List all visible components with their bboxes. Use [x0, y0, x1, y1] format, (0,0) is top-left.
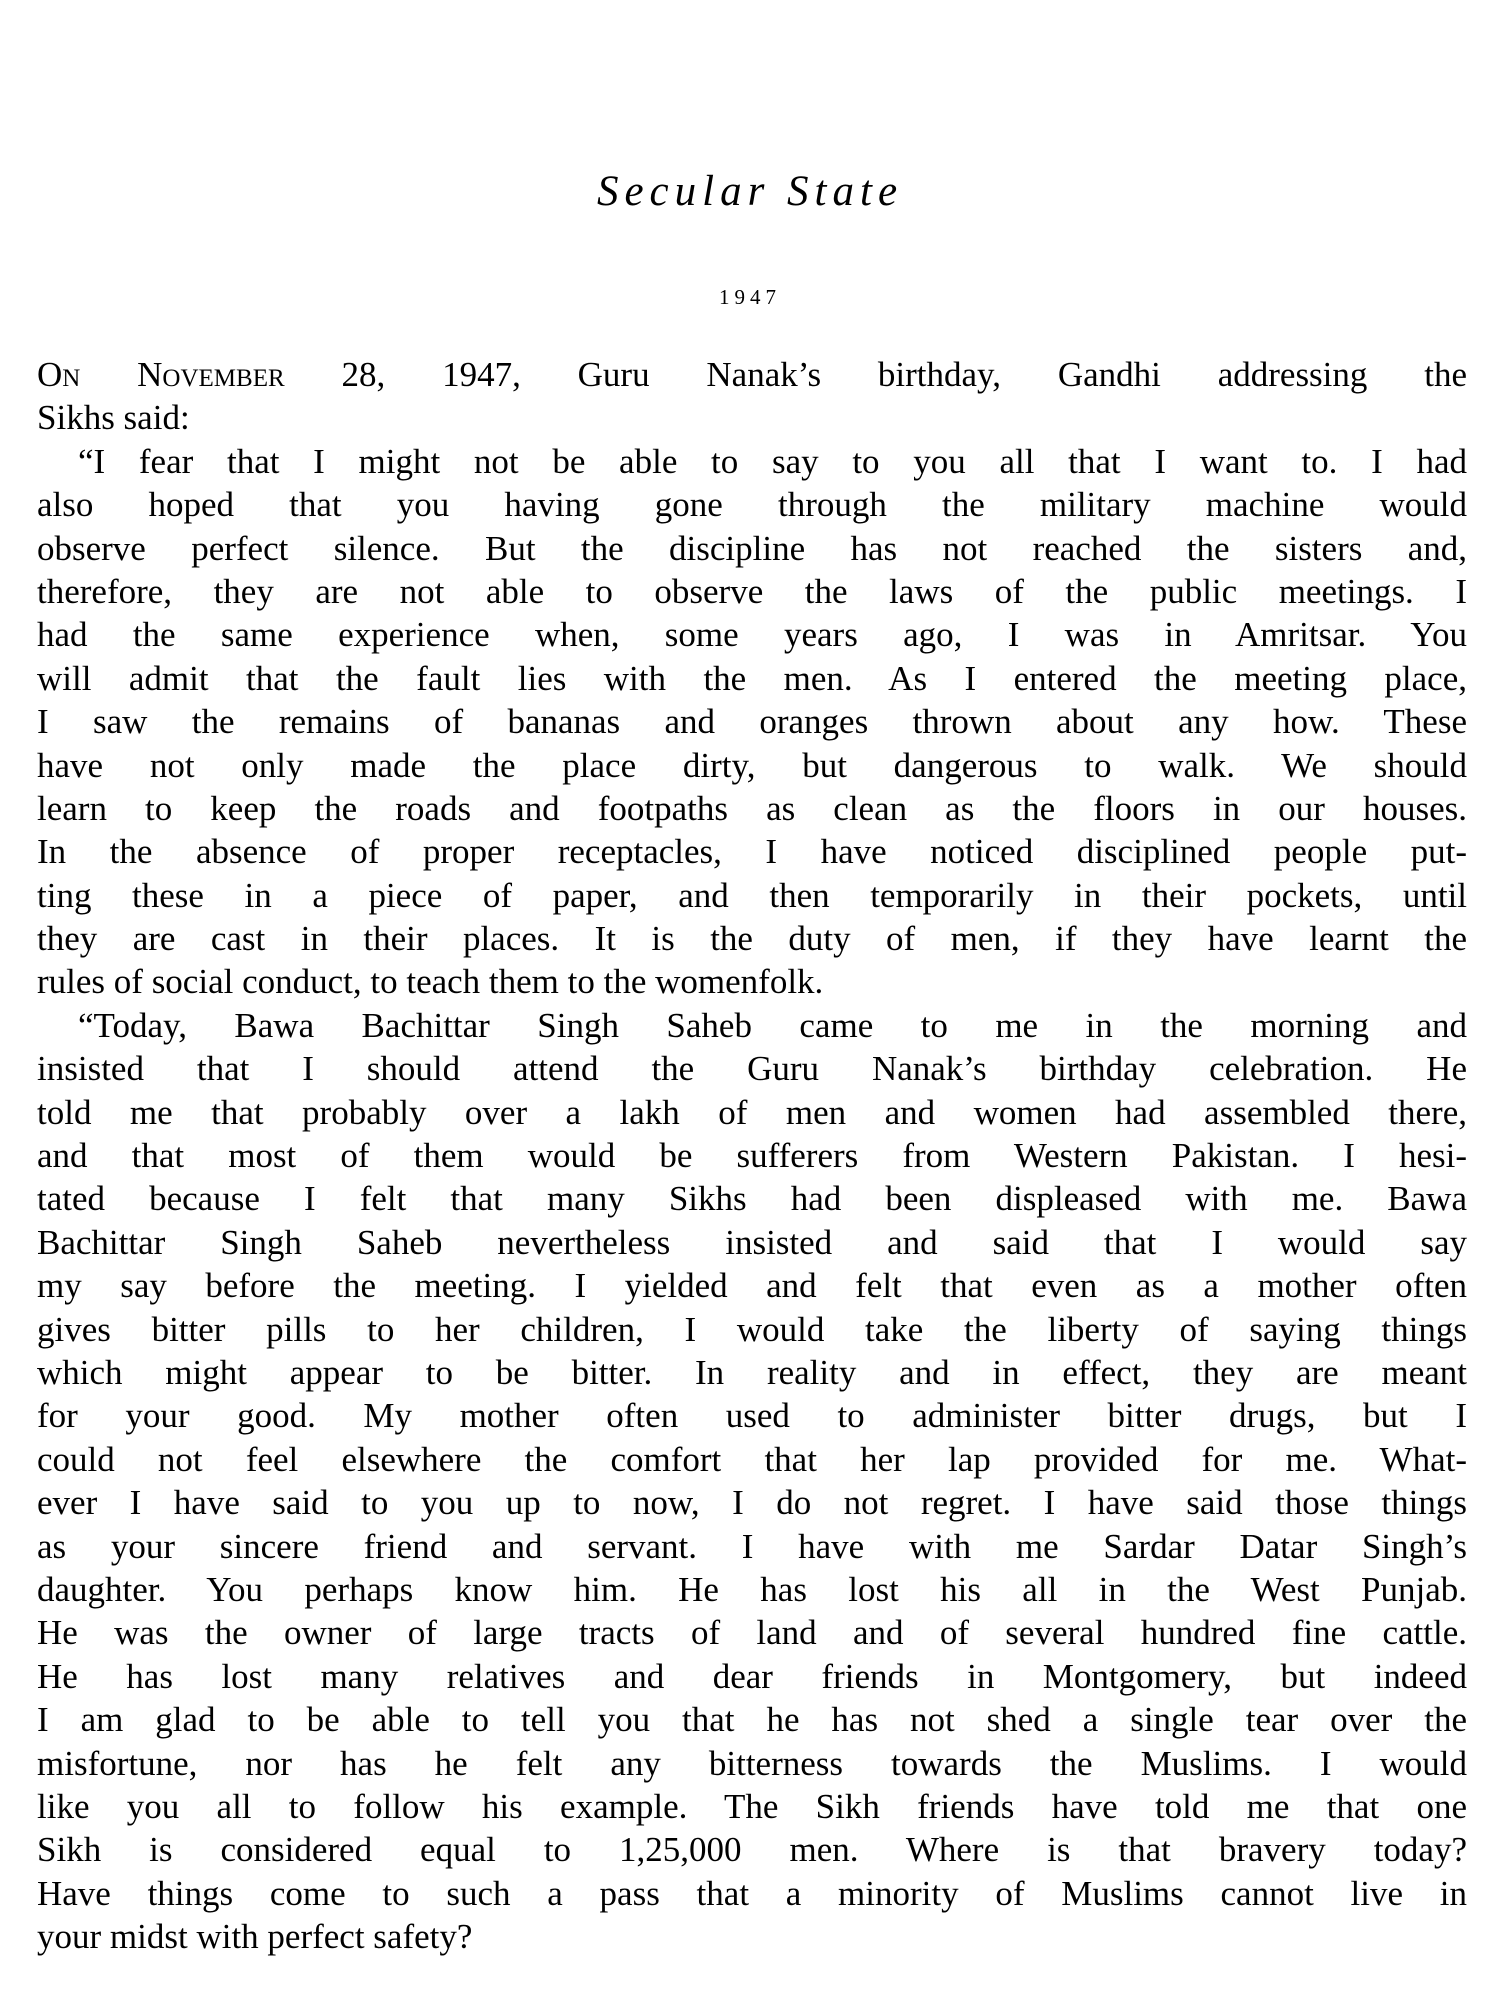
text-line: observe perfect silence. But the discipline has not reached the sisters and, [37, 528, 1467, 568]
chapter-year: 1947 [719, 285, 781, 309]
text-line: rules of social conduct, to teach them to the womenfolk. [37, 962, 824, 1002]
text-line: therefore, they are not able to observe the laws of the public meetings. I [37, 571, 1467, 611]
text-line: your midst with perfect safety? [37, 1917, 473, 1957]
text-line: Sikh is considered equal to 1,25,000 men. Where is that bravery today? [37, 1830, 1467, 1870]
text-line: told me that probably over a lakh of men and women had assembled there, [37, 1092, 1467, 1132]
text-line: will admit that the fault lies with the men. As I entered the meeting place, [37, 658, 1467, 698]
text-line: and that most of them would be sufferers from Western Pakistan. I hesi- [37, 1136, 1467, 1176]
text-line: gives bitter pills to her children, I would take the liberty of saying things [37, 1309, 1467, 1349]
text-line: tated because I felt that many Sikhs had been displeased with me. Bawa [37, 1179, 1467, 1219]
text-line: my say before the meeting. I yielded and felt that even as a mother often [37, 1266, 1467, 1306]
text-line: insisted that I should attend the Guru Nanak’s birthday celebration. He [37, 1049, 1467, 1089]
text-line: “Today, Bawa Bachittar Singh Saheb came to me in the morning and [78, 1005, 1467, 1045]
text-line: for your good. My mother often used to administer bitter drugs, but I [37, 1396, 1467, 1436]
body-text [37, 353, 1467, 1958]
text-line: learn to keep the roads and footpaths as clean as the floors in our houses. [37, 788, 1467, 828]
text-line: “I fear that I might not be able to say to you all that I want to. I had [78, 441, 1467, 481]
text-line: daughter. You perhaps know him. He has lost his all in the West Punjab. [37, 1569, 1467, 1609]
lead-smallcaps: On November [37, 355, 285, 394]
text-line: Bachittar Singh Saheb nevertheless insisted and said that I would say [37, 1222, 1467, 1262]
text-line: I saw the remains of bananas and oranges thrown about any how. These [37, 702, 1467, 742]
text-line [37, 353, 1467, 396]
text-line: In the absence of proper receptacles, I have noticed disciplined people put- [37, 832, 1467, 872]
text-line: ever I have said to you up to now, I do not regret. I have said those things [37, 1483, 1467, 1523]
text-line: ting these in a piece of paper, and then temporarily in their pockets, until [37, 875, 1467, 915]
text-line: He was the owner of large tracts of land and of several hundred fine cattle. [37, 1613, 1467, 1653]
text-line: which might appear to be bitter. In reality and in effect, they are meant [37, 1352, 1467, 1392]
text-line: also hoped that you having gone through the military machine would [37, 485, 1467, 525]
text-line: misfortune, nor has he felt any bitterness towards the Muslims. I would [37, 1743, 1467, 1783]
text-line: He has lost many relatives and dear friends in Montgomery, but indeed [37, 1656, 1467, 1696]
text-line: as your sincere friend and servant. I have with me Sardar Datar Singh’s [37, 1526, 1467, 1566]
text-line: Sikhs said: [37, 398, 190, 438]
text-line: Have things come to such a pass that a minority of Muslims cannot live in [37, 1873, 1467, 1913]
lead-rest: 28, 1947, Guru Nanak’s birthday, Gandhi addressing the [284, 355, 1467, 394]
text-line: they are cast in their places. It is the duty of men, if they have learnt the [37, 919, 1467, 959]
chapter-title: Secular State [596, 168, 904, 215]
text-line: had the same experience when, some years ago, I was in Amritsar. You [37, 615, 1467, 655]
text-line: could not feel elsewhere the comfort that her lap provided for me. What- [37, 1439, 1467, 1479]
text-line: have not only made the place dirty, but dangerous to walk. We should [37, 745, 1467, 785]
text-line: I am glad to be able to tell you that he has not shed a single tear over the [37, 1700, 1467, 1740]
text-line: like you all to follow his example. The Sikh friends have told me that one [37, 1786, 1467, 1826]
